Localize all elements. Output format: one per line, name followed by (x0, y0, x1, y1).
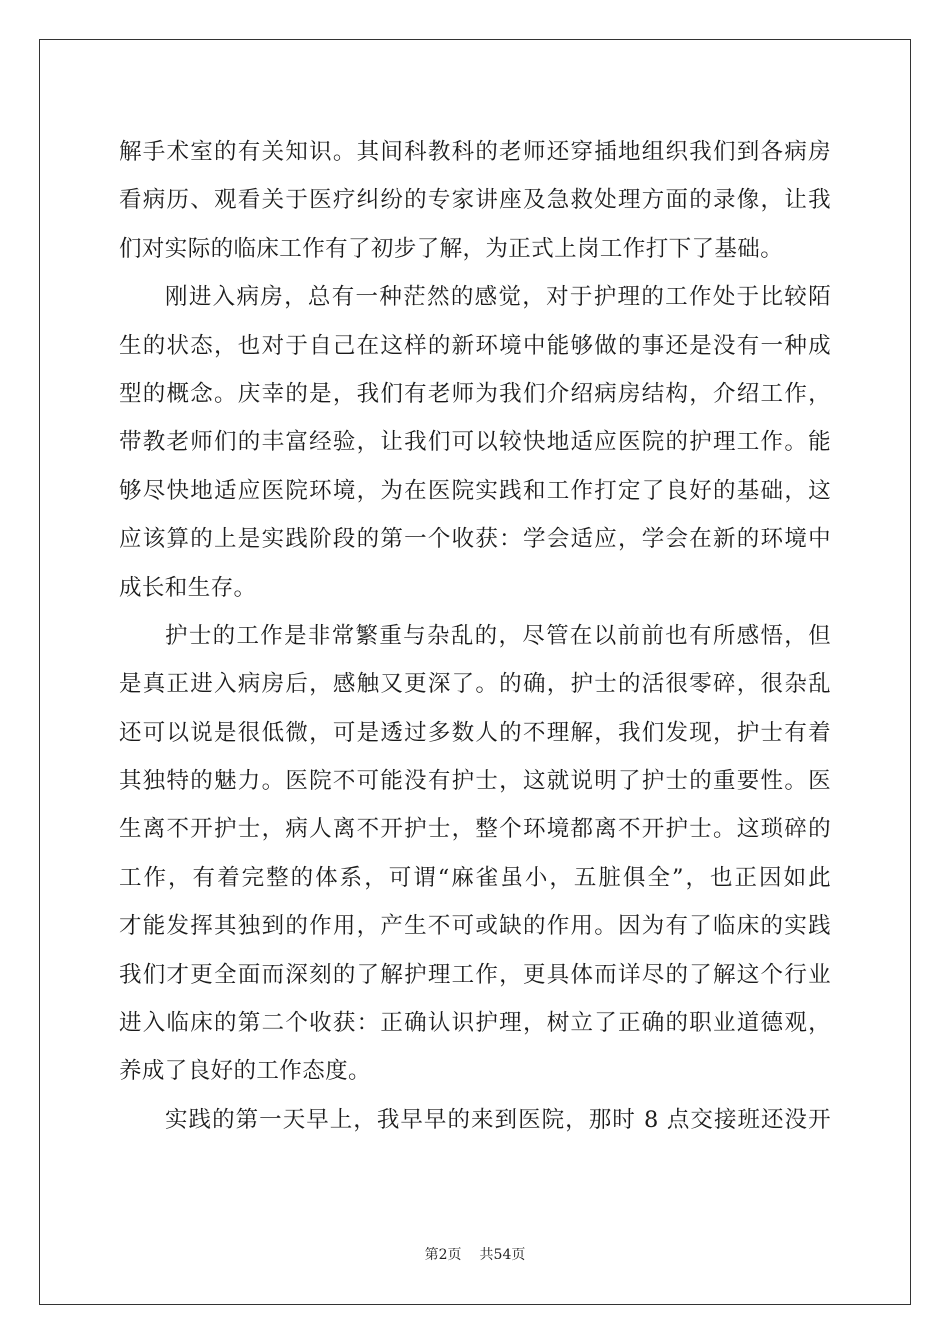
text-line: 成长和生存。 (119, 574, 257, 601)
text-line: 护士的工作是非常繁重与杂乱的，尽管在以前前也有所感悟，但 (165, 622, 831, 649)
text-line: 刚进入病房，总有一种茫然的感觉，对于护理的工作处于比较陌 (165, 284, 831, 311)
text-line: 够尽快地适应医院环境，为在医院实践和工作打定了良好的基础，这 (119, 477, 831, 504)
text-line: 生离不开护士，病人离不开护士，整个环境都离不开护士。这琐碎的 (119, 816, 831, 843)
text-line: 才能发挥其独到的作用，产生不可或缺的作用。因为有了临床的实践 (119, 913, 831, 940)
text-line: 们对实际的临床工作有了初步了解，为正式上岗工作打下了基础。 (119, 235, 784, 262)
text-line: 其独特的魅力。医院不可能没有护士，这就说明了护士的重要性。医 (119, 768, 831, 795)
total-pages: 共54页 (479, 1247, 526, 1263)
text-line: 应该算的上是实践阶段的第一个收获：学会适应，学会在新的环境中 (119, 526, 831, 553)
text-line: 工作，有着完整的体系，可谓“麻雀虽小，五脏俱全”，也正因如此 (119, 864, 831, 891)
document-body (119, 128, 831, 1144)
page-number: 第2页 (424, 1247, 462, 1263)
text-line: 还可以说是很低微，可是透过多数人的不理解，我们发现，护士有着 (119, 719, 831, 746)
text-line: 进入临床的第二个收获：正确认识护理，树立了正确的职业道德观， (119, 1010, 831, 1037)
text-line: 实践的第一天早上，我早早的来到医院，那时 8 点交接班还没开 (165, 1106, 831, 1133)
text-line: 看病历、观看关于医疗纠纷的专家讲座及急救处理方面的录像，让我 (119, 187, 831, 214)
text-line: 我们才更全面而深刻的了解护理工作，更具体而详尽的了解这个行业 (119, 961, 831, 988)
text-line: 养成了良好的工作态度。 (119, 1058, 371, 1085)
text-line: 解手术室的有关知识。其间科教科的老师还穿插地组织我们到各病房 (119, 139, 831, 165)
text-line: 生的状态，也对于自己在这样的新环境中能够做的事还是没有一种成 (119, 332, 831, 359)
text-line: 型的概念。庆幸的是，我们有老师为我们介绍病房结构，介绍工作， (119, 380, 831, 407)
text-line: 是真正进入病房后，感触又更深了。的确，护士的活很零碎，很杂乱 (119, 671, 831, 698)
text-line: 带教老师们的丰富经验，让我们可以较快地适应医院的护理工作。能 (119, 429, 831, 456)
page-footer (0, 1245, 950, 1265)
